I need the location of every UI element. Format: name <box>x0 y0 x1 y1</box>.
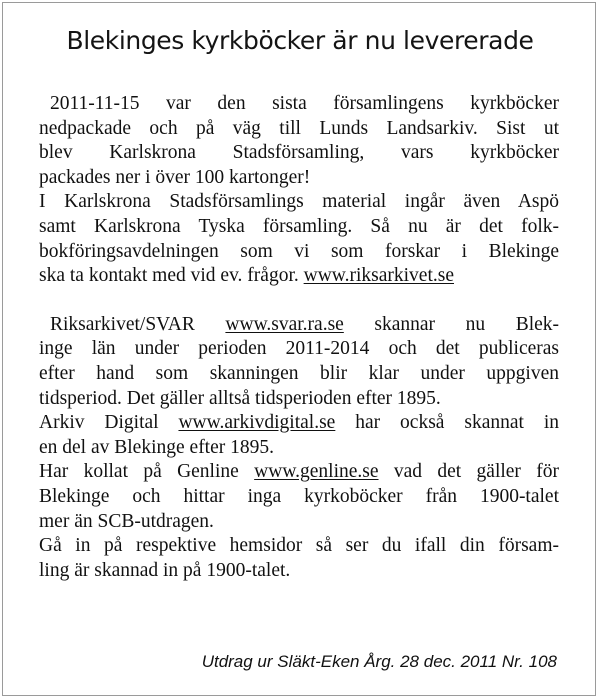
paragraph-gap <box>39 289 559 313</box>
text-line <box>39 313 559 338</box>
text-line: efter hand som skanningen blir klar under uppgiven <box>39 362 559 384</box>
text-line: blev Karlskrona Stadsförsamling, vars kyrkböcker <box>39 142 559 164</box>
text-line: I Karlskrona Stadsförsamlings material ingår även Aspö <box>39 191 559 213</box>
text-line <box>39 460 559 485</box>
text-line: mer än SCB-utdragen. <box>39 510 214 532</box>
text-segment: Arkiv Digital <box>39 412 159 434</box>
article-title: Blekinges kyrkböcker är nu levererade <box>66 26 534 55</box>
text-line: tidsperiod. Det gäller alltså tidsperioden efter 1895. <box>39 387 441 409</box>
text-segment: Har kollat på Genline <box>39 461 239 483</box>
text-segment: ska ta kontakt med vid ev. frågor. <box>39 265 299 287</box>
text-line: inge län under perioden 2011-2014 och det publiceras <box>39 338 559 360</box>
svar-link[interactable]: www.svar.ra.se <box>225 313 344 335</box>
riksarkivet-link[interactable]: www.riksarkivet.se <box>303 265 454 287</box>
text-segment: vad det gäller för <box>393 461 560 483</box>
text-line <box>39 411 559 436</box>
text-line <box>39 264 559 289</box>
text-line: en del av Blekinge efter 1895. <box>39 436 274 458</box>
text-line: samt Karlskrona Tyska församling. Så nu är det folk- <box>39 215 559 237</box>
text-segment: Riksarkivet/SVAR <box>50 313 195 335</box>
text-segment: skannar nu Blek- <box>374 313 560 335</box>
arkivdigital-link[interactable]: www.arkivdigital.se <box>178 412 336 434</box>
text-line: Blekinge och hittar inga kyrkoböcker från 1900-talet <box>39 485 559 507</box>
text-segment: har också skannat in <box>355 412 559 434</box>
text-line: bokföringsavdelningen som vi som forskar i Blekinge <box>39 240 559 262</box>
genline-link[interactable]: www.genline.se <box>254 461 379 483</box>
text-line: ling är skannad in på 1900-talet. <box>39 559 291 581</box>
text-line: 2011-11-15 var den sista församlingens kyrkböcker <box>50 93 559 114</box>
source-caption: Utdrag ur Släkt-Eken Årg. 28 dec. 2011 Nr. 108 <box>201 652 557 671</box>
text-line: nedpackade och på väg till Lunds Landsarkiv. Sist ut <box>39 117 559 139</box>
text-line: Gå in på respektive hemsidor så ser du ifall din försam- <box>39 535 559 557</box>
article-body <box>39 92 559 583</box>
text-line: packades ner i över 100 kartonger! <box>39 166 311 188</box>
